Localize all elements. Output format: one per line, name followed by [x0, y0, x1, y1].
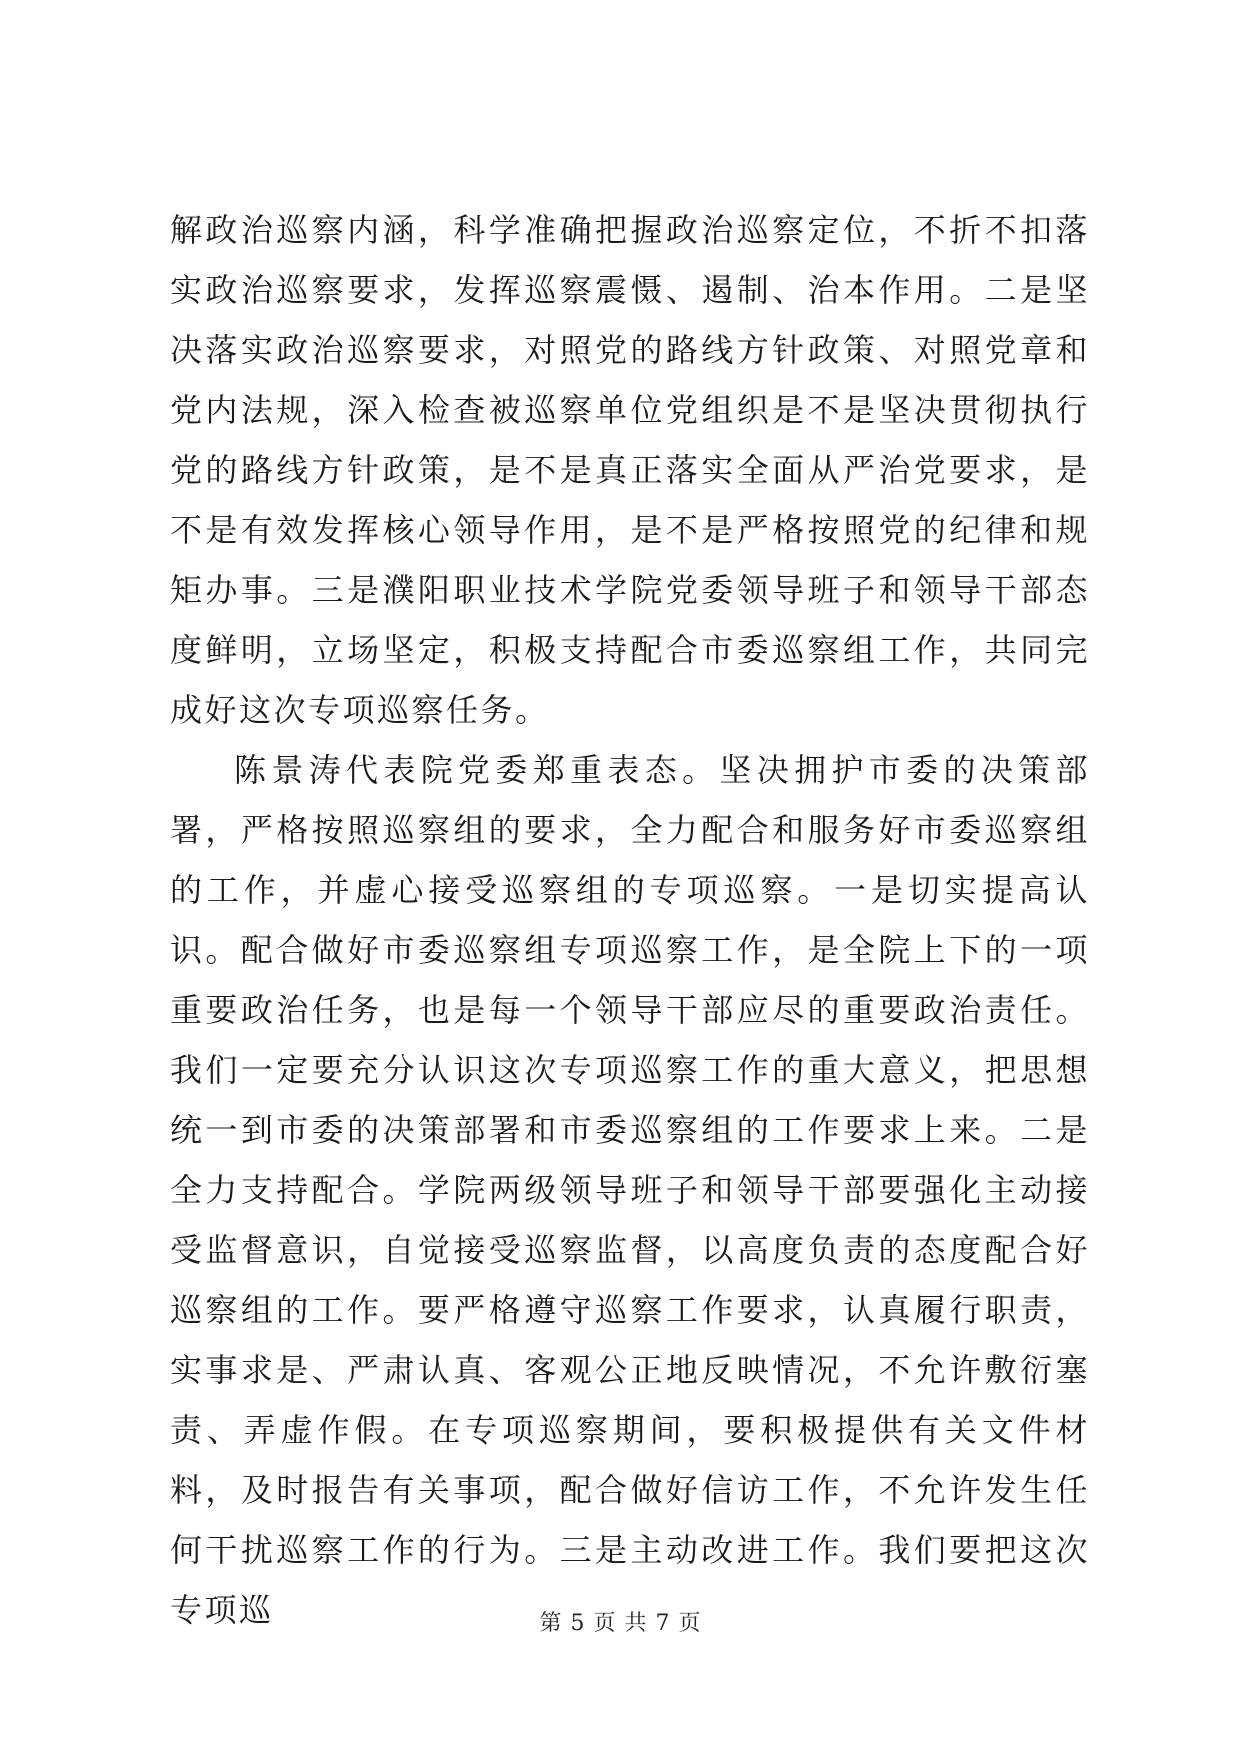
page-number-footer: 第 5 页 共 7 页 — [539, 1611, 702, 1636]
document-body — [170, 200, 1090, 1640]
paragraph-statement: 陈景涛代表院党委郑重表态。坚决拥护市委的决策部署，严格按照巡察组的要求，全力配合和服务好市委巡察组的工作，并虚心接受巡察组的专项巡察。一是切实提高认识。配合做好市委巡察组专项巡察工作，是全院上下的一项重要政治任务，也是每一个领导干部应尽的重要政治责任。我们一定要充分认识这次专项巡察工作的重大意义，把思想统一到市委的决策部署和市委巡察组的工作要求上来。二是全力支持配合。学院两级领导班子和领导干部要强化主动接受监督意识，自觉接受巡察监督，以高度负责的态度配合好巡察组的工作。要严格遵守巡察工作要求，认真履行职责，实事求是、严肃认真、客观公正地反映情况，不允许敷衍塞责、弄虚作假。在专项巡察期间，要积极提供有关文件材料，及时报告有关事项，配合做好信访工作，不允许发生任何干扰巡察工作的行为。三是主动改进工作。我们要把这次专项巡 — [170, 751, 1090, 1629]
paragraph-continued: 解政治巡察内涵，科学准确把握政治巡察定位，不折不扣落实政治巡察要求，发挥巡察震慑、遏制、治本作用。二是坚决落实政治巡察要求，对照党的路线方针政策、对照党章和党内法规，深入检查被巡察单位党组织是不是坚决贯彻执行党的路线方针政策，是不是真正落实全面从严治党要求，是不是有效发挥核心领导作用，是不是严格按照党的纪律和规矩办事。三是濮阳职业技术学院党委领导班子和领导干部态度鲜明，立场坚定，积极支持配合市委巡察组工作，共同完成好这次专项巡察任务。 — [170, 211, 1090, 729]
